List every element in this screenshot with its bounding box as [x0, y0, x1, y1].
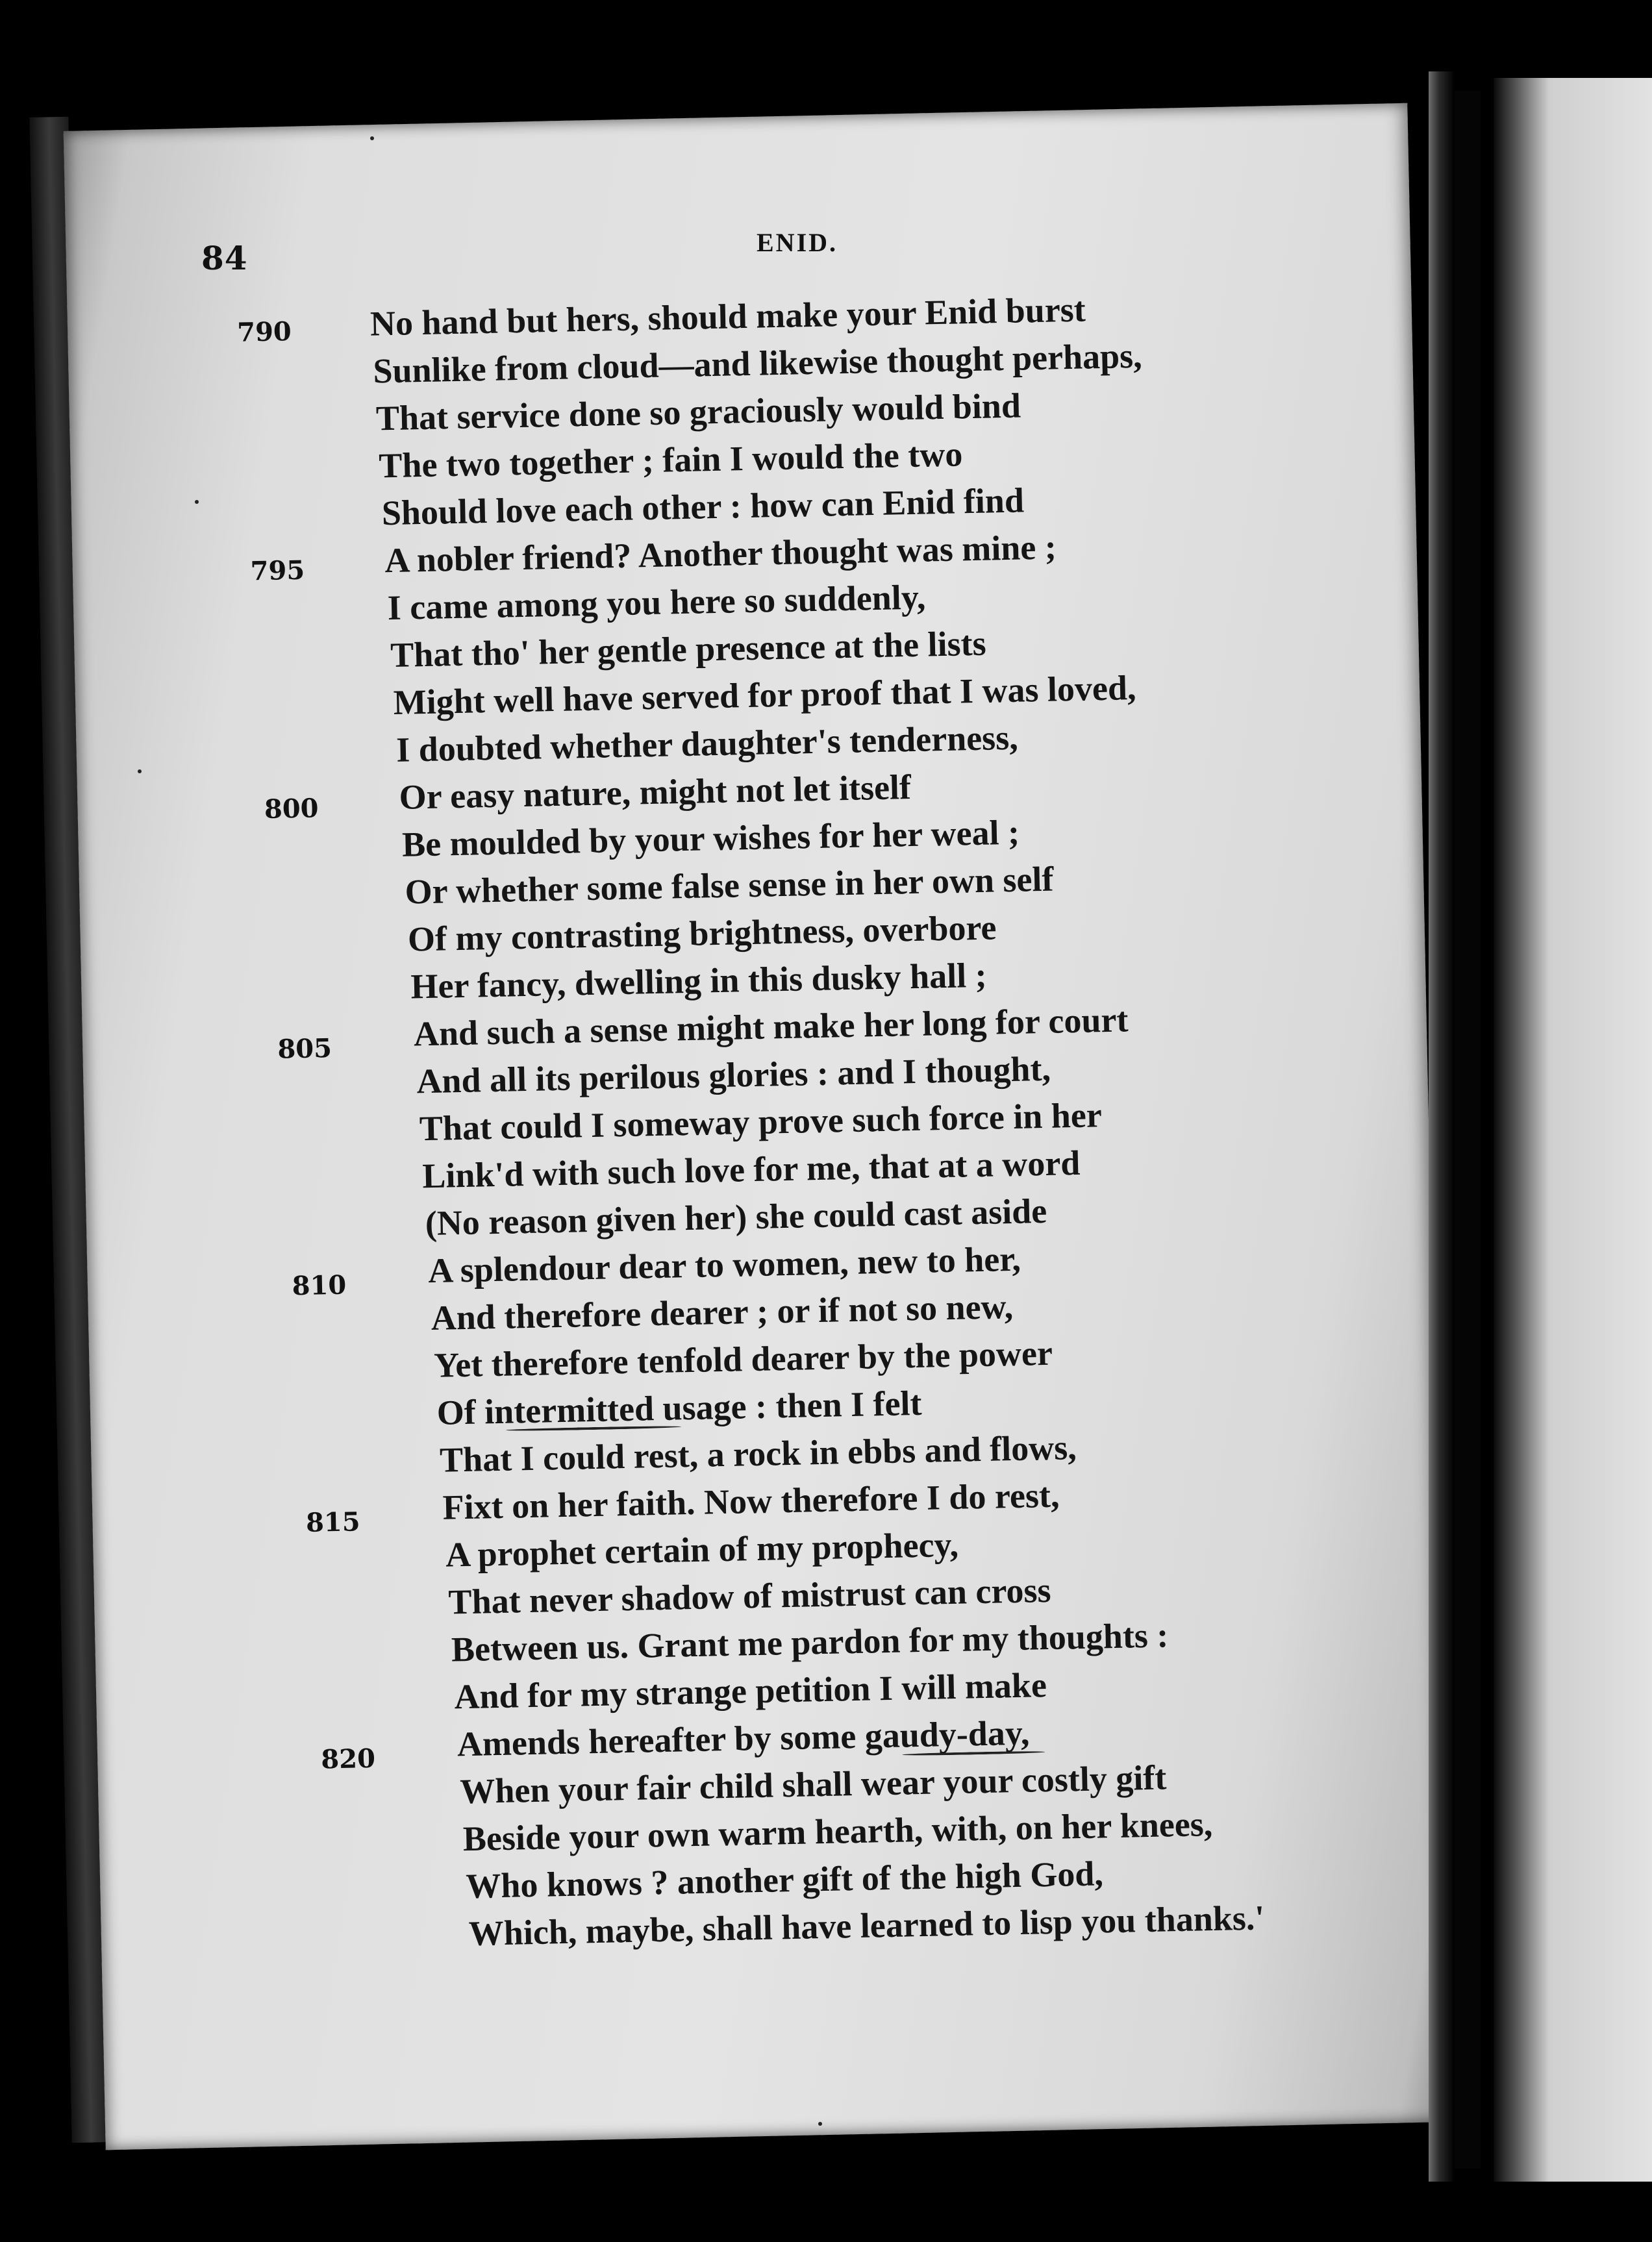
poem-line: A prophet certain of my prophecy,: [445, 1525, 959, 1575]
ink-speck: [818, 2122, 822, 2126]
poem-line: No hand but hers, should make your Enid burst: [369, 290, 1086, 343]
line-number-815: 815: [305, 1506, 361, 1538]
poem-line: And for my strange petition I will make: [453, 1665, 1047, 1717]
poem-line: Which, maybe, shall have learned to lisp you thanks.': [468, 1898, 1265, 1954]
poem-line: Yet therefore tenfold dearer by the power: [433, 1333, 1053, 1385]
poem-line: Of my contrasting brightness, overbore: [407, 908, 997, 959]
line-number-810: 810: [292, 1269, 347, 1302]
poem-line: And all its perilous glories : and I thought,: [416, 1049, 1051, 1101]
poem-line: Amends hereafter by some gaudy-day,: [457, 1713, 1030, 1764]
poem-line: A splendour dear to women, new to her,: [427, 1239, 1021, 1291]
poem-line: (No reason given her) she could cast aside: [425, 1191, 1047, 1243]
poem-line: Be moulded by your wishes for her weal ;: [401, 812, 1020, 864]
ink-speck: [195, 500, 199, 504]
poem-line: Between us. Grant me pardon for my thoughts :: [451, 1615, 1169, 1669]
poem-line: Her fancy, dwelling in this dusky hall ;: [410, 955, 988, 1006]
poem-line: Who knows ? another gift of the high God,: [465, 1854, 1104, 1906]
line-number-795: 795: [250, 554, 305, 587]
poem-line: A nobler friend? Another thought was mine ;: [384, 527, 1057, 580]
poem-line: And therefore dearer ; or if not so new,: [431, 1287, 1014, 1338]
poem-line: When your fair child shall wear your costly gift: [459, 1758, 1167, 1812]
poem-line: Beside your own warm hearth, with, on her knees,: [462, 1804, 1213, 1859]
poem-line: Of intermitted usage : then I felt: [436, 1383, 923, 1432]
poem-line: Should love each other : how can Enid find: [381, 480, 1025, 533]
poem-line: Or easy nature, might not let itself: [399, 767, 912, 817]
ink-speck: [138, 769, 142, 773]
poem-line: That I could rest, a rock in ebbs and flows,: [439, 1428, 1077, 1480]
line-number-805: 805: [277, 1032, 332, 1065]
poem-line: Fixt on her faith. Now therefore I do rest,: [442, 1475, 1060, 1527]
line-number-800: 800: [264, 793, 319, 825]
poem-line: Or whether some false sense in her own self: [404, 859, 1054, 912]
poem-line: That tho' her gentle presence at the lists: [390, 623, 987, 675]
ink-speck: [370, 136, 374, 140]
line-number-820: 820: [320, 1743, 376, 1775]
page-number: 84: [201, 239, 248, 277]
line-number-790: 790: [236, 316, 292, 348]
poem-line: Might well have served for proof that I was loved,: [393, 668, 1137, 722]
poem-line: That service done so graciously would bind: [375, 386, 1021, 438]
poem-line: And such a sense might make her long for court: [413, 1000, 1129, 1054]
poem-line: The two together ; fain I would the two: [378, 434, 963, 486]
poem-line: Link'd with such love for me, that at a word: [421, 1143, 1081, 1196]
poem-line: I doubted whether daughter's tenderness,: [395, 717, 1019, 769]
poem-line: That could I someway prove such force in her: [419, 1095, 1103, 1149]
poem-line: I came among you here so suddenly,: [387, 577, 926, 628]
running-title: ENID.: [757, 228, 838, 257]
poem-line: That never shadow of mistrust can cross: [447, 1570, 1052, 1622]
poem-line: Sunlike from cloud—and likewise thought perhaps,: [372, 336, 1143, 391]
